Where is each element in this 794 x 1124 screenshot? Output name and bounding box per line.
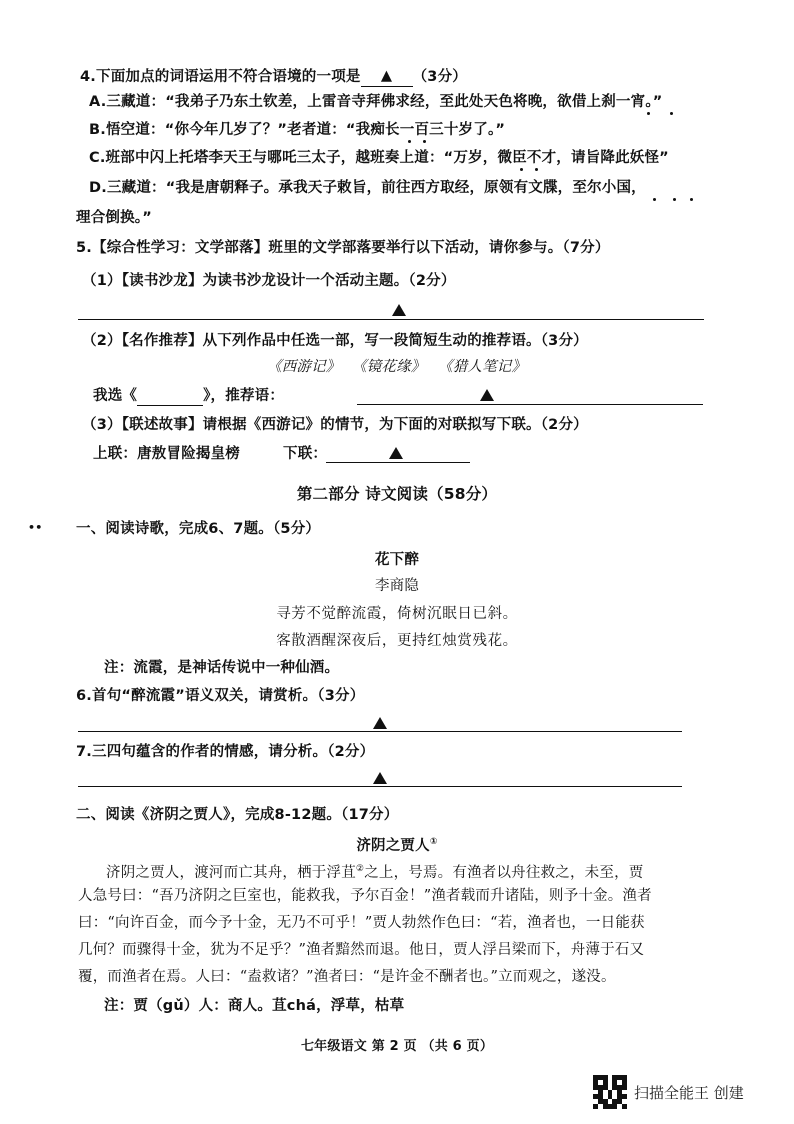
passage-title: 济阴之贾人 xyxy=(356,837,430,854)
passage-title-note: ① xyxy=(429,837,438,847)
emphasis-dot xyxy=(690,198,693,201)
emphasis-dot xyxy=(535,168,538,171)
answer-marker-icon xyxy=(373,772,387,784)
book-3: 《猎人笔记》 xyxy=(438,359,527,375)
section-heading: 第二部分 诗文阅读（58分） xyxy=(296,485,498,503)
passage-text: 之上，号焉。有渔者以舟往救之，未至，贾 xyxy=(364,864,644,881)
q5-part3: （3）【联述故事】请根据《西游记》的情节，为下面的对联拟写下联。（2分） xyxy=(82,417,588,433)
q7: 7.三四句蕴含的作者的情感，请分析。（2分） xyxy=(76,744,375,760)
q4-option-d-line2: 理合倒换。” xyxy=(76,210,152,226)
emphasis-dot xyxy=(520,168,523,171)
q4-option-d-line1: D.三藏道：“我是唐朝释子。承我天子敕旨，前往西方取经，原领有文牒，至尔小国， xyxy=(89,180,646,196)
q5-part2: （2）【名作推荐】从下列作品中任选一部，写一段简短生动的推荐语。（3分） xyxy=(82,333,588,349)
scanner-watermark: 扫描全能王 创建 xyxy=(634,1084,744,1102)
poem-note: 注：流霞，是神话传说中一种仙酒。 xyxy=(104,660,340,676)
answer-line-q7[interactable] xyxy=(78,786,682,787)
book-choice-blank[interactable] xyxy=(137,405,203,406)
emphasis-dot xyxy=(423,140,426,143)
q4-stem: 4.下面加点的词语运用不符合语境的一项是 xyxy=(80,69,361,85)
emphasis-dot xyxy=(673,198,676,201)
passage-note: 注：贾（gǔ）人：商人。苴chá，浮草，枯草 xyxy=(104,998,405,1014)
passage-title-line xyxy=(0,832,794,856)
emphasis-dot xyxy=(653,198,656,201)
poem-line-1: 寻芳不觉醉流霞，倚树沉眠日已斜。 xyxy=(276,606,518,622)
answer-line-q6[interactable] xyxy=(78,731,682,732)
footnote-mark: ② xyxy=(355,864,365,874)
upper-couplet: 上联：唐敖冒险揭皇榜 xyxy=(93,446,240,462)
section-sub1: 一、阅读诗歌，完成6、7题。（5分） xyxy=(76,521,321,537)
answer-line-q5-3[interactable] xyxy=(326,462,470,463)
passage-para-2: 人急号曰：“吾乃济阴之巨室也，能救我，予尔百金！”渔者载而升诸陆，则予十金。渔者 xyxy=(78,888,652,904)
lower-couplet-label: 下联： xyxy=(283,446,328,462)
q5-part1: （1）【读书沙龙】为读书沙龙设计一个活动主题。（2分） xyxy=(82,273,456,289)
emphasis-dot xyxy=(647,112,650,115)
qr-code-icon xyxy=(593,1075,627,1109)
page-footer: 七年级语文 第 2 页 （共 6 页） xyxy=(300,1039,494,1054)
passage-para-5: 覆，而渔者在焉。人曰：“盍救诸？”渔者曰：“是许金不酬者也。”立而观之，遂没。 xyxy=(78,969,616,985)
q4-option-a: A.三藏道：“我弟子乃东土钦差，上雷音寺拜佛求经，至此处天色将晚，欲借上刹一宵。” xyxy=(89,94,663,110)
q4-answer-blank[interactable] xyxy=(361,66,413,87)
q4-option-c: C.班部中闪上托塔李天王与哪吒三太子，越班奏上道：“万岁，微臣不才，请旨降此妖怪” xyxy=(89,150,669,166)
choose-line xyxy=(93,386,284,406)
qr-cell xyxy=(622,1104,627,1109)
poem-author: 李商隐 xyxy=(374,578,420,594)
passage-para-3: 曰：“向许百金，而今予十金，无乃不可乎！”贾人勃然作色曰：“若，渔者也，一日能获 xyxy=(78,915,645,931)
choose-suffix: 》，推荐语： xyxy=(203,388,285,404)
poem-title: 花下醉 xyxy=(374,552,420,568)
answer-marker-icon xyxy=(392,304,406,316)
passage-para-1 xyxy=(106,859,644,883)
section-sub2: 二、阅读《济阴之贾人》，完成8-12题。（17分） xyxy=(76,807,399,823)
passage-para-4: 几何？而骤得十金，犹为不足乎？”渔者黯然而退。他日，贾人浮吕梁而下，舟薄于石又 xyxy=(78,942,645,958)
choose-prefix: 我选《 xyxy=(93,388,138,404)
margin-mark: •• xyxy=(28,521,43,534)
answer-marker-icon xyxy=(389,447,403,459)
q4-marker: ▲ xyxy=(380,68,393,84)
book-2: 《镜花缘》 xyxy=(352,359,426,375)
q4-stem-line xyxy=(80,66,467,87)
q4-score: （3分） xyxy=(412,69,467,85)
answer-marker-icon xyxy=(373,717,387,729)
emphasis-dot xyxy=(670,112,673,115)
poem-line-2: 客散酒醒深夜后，更持红烛赏残花。 xyxy=(276,633,518,649)
answer-line-q5-1[interactable] xyxy=(78,319,704,320)
passage-text: 济阴之贾人，渡河而亡其舟，栖于浮苴 xyxy=(106,864,356,881)
q5-title: 5.【综合性学习：文学部落】班里的文学部落要举行以下活动，请你参与。（7分） xyxy=(76,240,610,256)
book-1: 《西游记》 xyxy=(267,359,341,375)
q4-option-b: B.悟空道：“你今年几岁了？”老者道：“我痴长一百三十岁了。” xyxy=(89,122,506,138)
emphasis-dot xyxy=(408,140,411,143)
answer-marker-icon xyxy=(480,389,494,401)
q6: 6.首句“醉流霞”语义双关，请赏析。（3分） xyxy=(76,688,365,704)
answer-line-q5-2[interactable] xyxy=(357,404,703,405)
